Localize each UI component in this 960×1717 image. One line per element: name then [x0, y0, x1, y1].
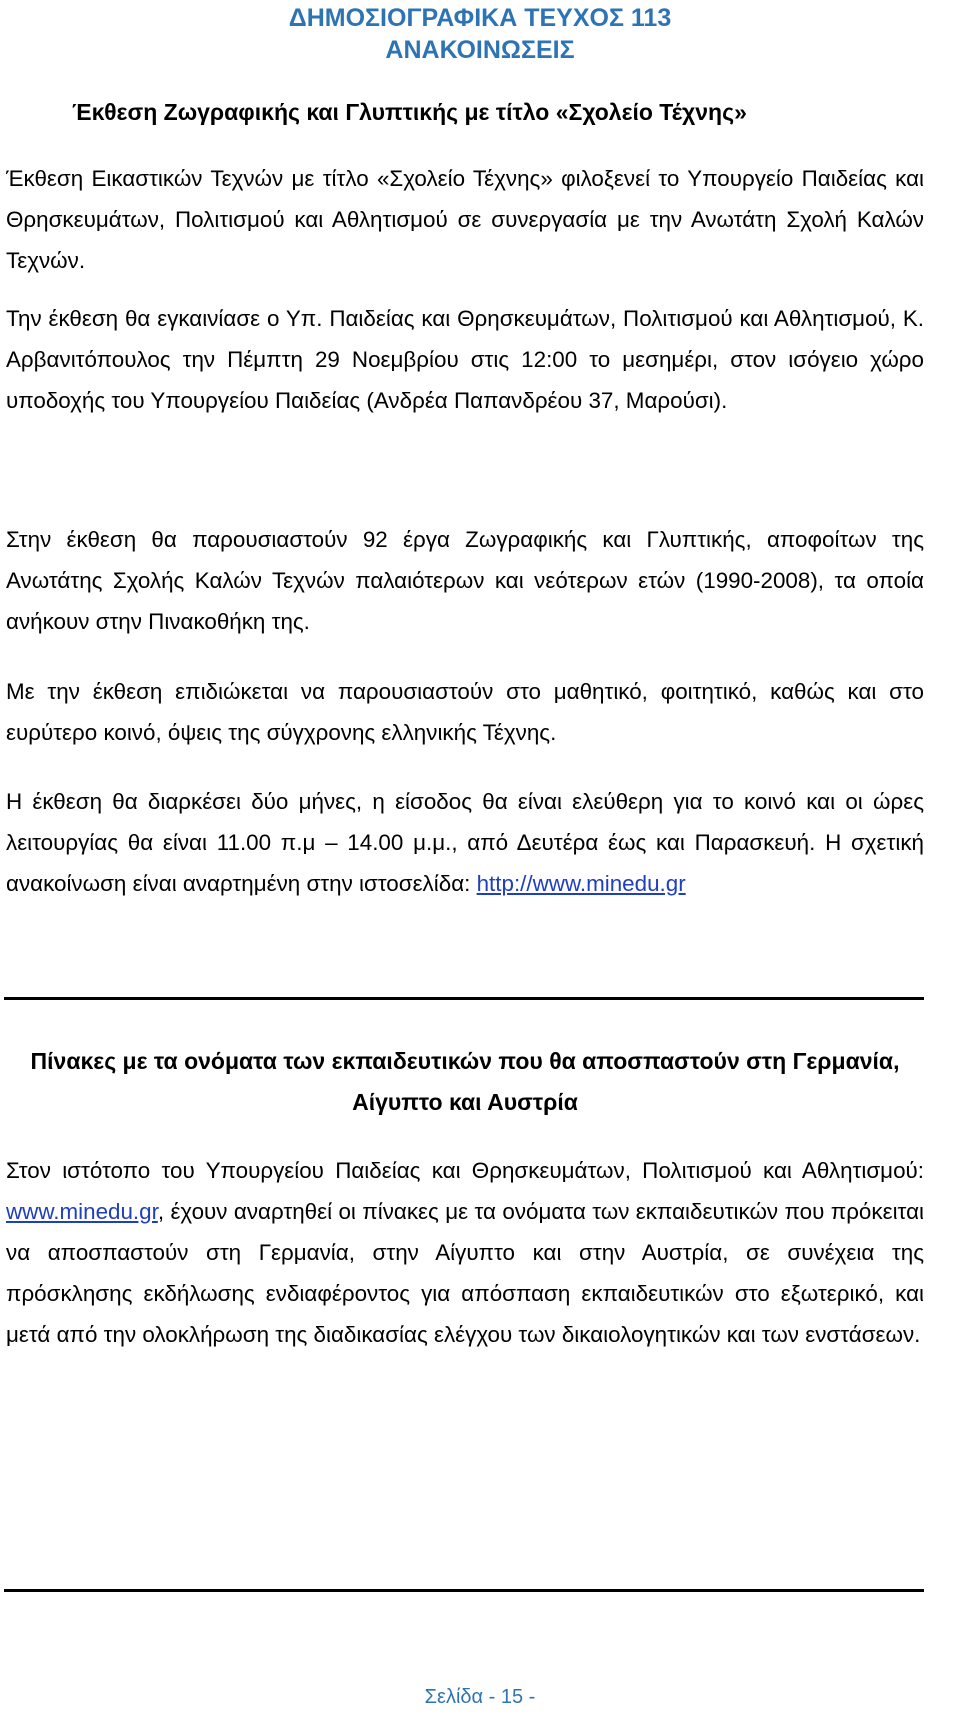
- article1-paragraph-1: Έκθεση Εικαστικών Τεχνών με τίτλο «Σχολείο Τέχνης» φιλοξενεί το Υπουργείο Παιδείας και Θρησκευμάτων, Πολιτισμού και Αθλητισμού σε συνεργασία με την Ανωτάτη Σχολή Καλών Τεχνών.: [6, 166, 924, 273]
- article1-title: Έκθεση Ζωγραφικής και Γλυπτικής με τίτλο «Σχολείο Τέχνης»: [72, 99, 747, 125]
- section-title: ΑΝΑΚΟΙΝΩΣΕΙΣ: [385, 36, 575, 64]
- article1-paragraph-5-text: Η έκθεση θα διαρκέσει δύο μήνες, η είσοδος θα είναι ελεύθερη για το κοινό και οι ώρες λειτουργίας θα είναι 11.00 π.μ – 14.00 μ.μ., από Δευτέρα έως και Παρασκευή. Η σχετική ανακοίνωση είναι αναρτημένη στην ιστοσελίδα:: [6, 789, 924, 896]
- minedu-site-link[interactable]: www.minedu.gr: [6, 1199, 158, 1224]
- article1-paragraph-4: Με την έκθεση επιδιώκεται να παρουσιαστούν στο μαθητικό, φοιτητικό, καθώς και στο ευρύτερο κοινό, όψεις της σύγχρονης ελληνικής Τέχνης.: [6, 679, 924, 745]
- article2-paragraph-1-intro: Στον ιστότοπο του Υπουργείου Παιδείας και Θρησκευμάτων, Πολιτισμού και Αθλητισμού:: [6, 1158, 924, 1183]
- section-divider-bottom: [4, 1589, 924, 1592]
- article2-paragraph-1-rest: , έχουν αναρτηθεί οι πίνακες με τα ονόματα των εκπαιδευτικών που πρόκειται να αποσπαστούν στη Γερμανία, στην Αίγυπτο και στην Αυστρία, σε συνέχεια της πρόσκλησης εκδήλωσης ενδιαφέροντος για απόσπαση εκπαιδευτικών στο εξωτερικό, και μετά από την ολοκλήρωση της διαδικασίας ελέγχου των δικαιολογητικών και των ενστάσεων.: [6, 1199, 924, 1347]
- article1-paragraph-3: Στην έκθεση θα παρουσιαστούν 92 έργα Ζωγραφικής και Γλυπτικής, αποφοίτων της Ανωτάτης Σχολής Καλών Τεχνών παλαιότερων και νεότερων ετών (1990-2008), τα οποία ανήκουν στην Πινακοθήκη της.: [6, 527, 924, 634]
- article1-paragraph-5: [6, 781, 924, 904]
- page-header: [0, 2, 960, 66]
- article2-title: Πίνακες με τα ονόματα των εκπαιδευτικών που θα αποσπαστούν στη Γερμανία, Αίγυπτο και Αυστρία: [30, 1048, 900, 1115]
- section-divider-top: [4, 997, 924, 1000]
- article1-paragraph-2: Την έκθεση θα εγκαινίασε ο Υπ. Παιδείας και Θρησκευμάτων, Πολιτισμού και Αθλητισμού, Κ. Αρβανιτόπουλος την Πέμπτη 29 Νοεμβρίου στις 12:00 το μεσημέρι, στον ισόγειο χώρο υποδοχής του Υπουργείου Παιδείας (Ανδρέα Παπανδρέου 37, Μαρούσι).: [6, 306, 924, 413]
- page-number: Σελίδα - 15 -: [424, 1686, 536, 1708]
- minedu-link[interactable]: http://www.minedu.gr: [476, 871, 686, 896]
- article2-paragraph-1: [6, 1150, 924, 1355]
- publication-title: ΔΗΜΟΣΙΟΓΡΑΦΙΚΑ ΤΕΥΧΟΣ 113: [288, 4, 672, 32]
